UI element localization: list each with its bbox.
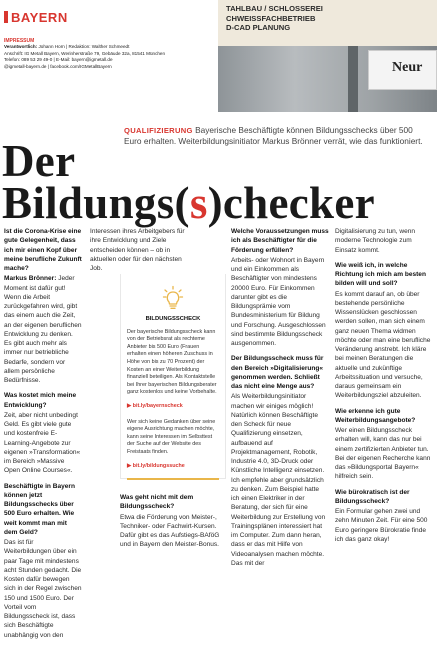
info-box — [120, 274, 226, 479]
answer: Etwa die Förderung von Meister-, Techniker- oder Fachwirt-Kursen. Dafür gibt es das Aufstiegs-BAföG und in Bayern den Meister-Bonus. — [120, 513, 220, 549]
question: Was geht nicht mit dem Bildungsscheck? — [120, 494, 194, 511]
info-link-1[interactable]: ▶ bit.ly/bayernscheck — [127, 402, 183, 409]
question: Ist die Corona-Krise eine gute Gelegenheit, dass ich mir einen Kopf über meine berufliche Zukunft mache? — [4, 228, 82, 272]
question: Wie erkenne ich gute Weiterbildungsangebote? — [335, 407, 416, 424]
column-4 — [335, 227, 434, 550]
column-2-bottom — [120, 493, 226, 556]
dek-kicker: QUALIFIZIERUNG — [124, 126, 193, 135]
imprint-line-2: Anschrift: IG Metall Bayern, Werinherstraße 79, Gebäude 32a, 81541 München — [4, 50, 166, 56]
answer: Es kommt darauf an, ob über bestehende persönliche Wissenslücken geschlossen werden sollen, man sich einem ganz neuen Thema widmen möchte oder man eine berufliche Veränderung anstrebt. Ich kläre bei meinen Beratungen die aktuelle und zukünftige Arbeitssituation und versuche, daraus gemeinsam ein Weiterbildungsziel abzuleiten. — [335, 290, 431, 400]
sign-line-2: CHWEISSFACHBETRIEB — [226, 13, 316, 23]
answer: Das ist für Weiterbildungen über ein paar Tage mit mindestens acht Stunden gedacht. Die Kosten dafür bewegen sich in der Regel zwischen 150 und 1500 Euro. Der Vorteil vom Bildungsscheck ist, dass sich Beschäftigte unabhängig von den — [4, 539, 82, 639]
answer: Ein Formular gehen zwei und zehn Minuten Zeit. Für eine 500 Euro geringere Bürokratie finde ich das ganz okay! — [335, 508, 428, 543]
sign-line-3: D-CAD PLANUNG — [226, 23, 291, 32]
imprint-line-1: Johann Horn | Redaktion: Walther Schmeedt — [38, 44, 130, 50]
answer: Als Weiterbildungsinitiator machen wir einiges möglich! Natürlich können Beschäftigte den Scheck für neue Qualifizierung einsetzen, aufbauend auf Projektmanagement, Robotik, Industrie 4.0, 3D-Druck oder Künstliche Intelligenz einsetzen. Ich empfehle aber grundsätzlich zu denken. Zum Beispiel hatte ich einen Elektriker in der Beratung, der sich für eine Weiterbildung zur Erstellung von Trainingsplänen interessiert hat im Computer. Zum dann heran, dass er das mit Hilfe von Videoanalysen machen möchte. Das mit der — [231, 393, 326, 567]
answer: Arbeits- oder Wohnort in Bayern und ein Einkommen als Beschäftigter von mindestens 20000 Euro. Für Einkommen darunter gibt es die Bildungsprämie vom Bundesministerium für Bildung und Forschung. Ausgeschlossen sind bestimmte Bildungsscheck ausgenommen. — [231, 256, 326, 347]
dek-text: Bayerische Beschäftigte können Bildungsschecks über 500 Euro erhalten. Weiterbildungsinitiator Markus Brönner verrät, wie das funktioniert. — [124, 125, 423, 147]
answer — [4, 274, 82, 385]
imprint-line-3: Telefon: 089 53 29 49-0 | E-Mail: bayern@igmetall.de — [4, 57, 113, 63]
imprint-heading: IMPRESSUM — [4, 38, 35, 44]
info-box-text: Der bayerische Bildungsscheck kann von der Betriebsrat als rechteme Anbieter bis 500 Euro (Frauen erhalten einen höheren Zuschuss in Höhe von bis zu 70 Prozent) der Kosten an einer Weiterbildung finanziell beteiligen. Als Kontaktstelle bei Ihrer bayerischen Bildungsberater ganz kostenlos und keine Vorbehalte. — [127, 328, 217, 396]
link-text[interactable]: bit.ly/bildungssuche — [132, 462, 185, 469]
answer-text: Jeder Moment ist dafür gut! Wenn die Arbeit zurückgefahren wird, gibt das einem auch die Zeit, an der eigenen beruflichen Entwicklung zu denken. Es gibt auch mehr als immer nur betriebliche Bedarfe, sondern vor allem persönliche Bedürfnisse. — [4, 275, 82, 384]
column-1 — [4, 227, 82, 646]
section-marker — [4, 11, 8, 23]
answer: Zeit, aber nicht unbedingt Geld. Es gibt viele gute und kostenfreie E-Learning-Angebote zur eigenen »Transformation« im Bereich »Massive Open Online Courses«. — [4, 411, 81, 475]
headline-line-2 — [2, 178, 437, 228]
headline-part-b: s — [189, 178, 208, 228]
speaker: Markus Brönner: — [4, 275, 57, 283]
lightbulb-icon — [163, 286, 183, 310]
section-title: BAYERN — [11, 9, 68, 25]
imprint-line-4: @igmetall-bayern.de | facebook.com/IGMetallBayern — [4, 63, 112, 69]
storefront-sign — [218, 0, 437, 46]
question: Beschäftigte in Bayern können jetzt Bildungsschecks über 500 Euro erhalten. Wie weit kommt man mit dem Geld? — [4, 482, 75, 536]
section-label — [4, 8, 68, 26]
pole — [348, 46, 358, 112]
store-text: Neur — [392, 60, 423, 75]
info-box-title: BILDUNGSSCHECK — [145, 316, 201, 322]
question: Welche Voraussetzungen muss ich als Beschäftigter für die Förderung erfüllen? — [231, 228, 329, 254]
header-photo — [218, 0, 437, 112]
box-divider — [127, 478, 219, 480]
headline-part-a: Bildungs( — [2, 178, 190, 228]
article-body — [4, 227, 434, 639]
answer: Wer einen Bildungsscheck erhalten will, kann das nur bei einem zertifizierten Anbieter tun. Bei der eigenen Recherche kann das »Bildungsportal Bayern« hilfreich sein. — [335, 427, 431, 481]
headline-line-1: Der — [2, 136, 76, 186]
column-3 — [231, 227, 329, 574]
column-2 — [90, 227, 188, 279]
question: Der Bildungsscheck muss für den Bereich »Digitalisierung« genommen werden. Schließt das nicht eine Menge aus? — [231, 355, 324, 390]
question: Wie weiß ich, in welche Richtung ich mich am besten bilden will und soll? — [335, 261, 426, 288]
headline-part-c: )checker — [207, 178, 375, 228]
question: Was kostet mich meine Entwicklung? — [4, 392, 77, 409]
answer-continued: Digitalisierung zu tun, wenn moderne Technologie zum Einsatz kommt. — [335, 228, 416, 254]
sign-line-1: TAHLBAU / SCHLOSSEREI — [226, 4, 323, 13]
info-link-2[interactable]: ▶ bit.ly/bildungssuche — [127, 462, 185, 469]
answer-continued: Interessen ihres Arbeitgebers für ihre Entwicklung und Ziele entscheiden können – ob in aktuellen oder für den nächsten Job. — [90, 228, 185, 272]
link-text[interactable]: bit.ly/bayernscheck — [132, 402, 183, 409]
imprint — [4, 38, 200, 70]
imprint-label: Verantwortlich: — [4, 44, 38, 50]
info-box-text-2: Wer sich keine Gedanken über seine eigene Ausrichtung machen möchte, kann seine Interessen im Selbsttest der Suche auf der Website des Freistaats finden. — [127, 418, 216, 455]
question: Wie bürokratisch ist der Bildungsscheck? — [335, 488, 410, 505]
